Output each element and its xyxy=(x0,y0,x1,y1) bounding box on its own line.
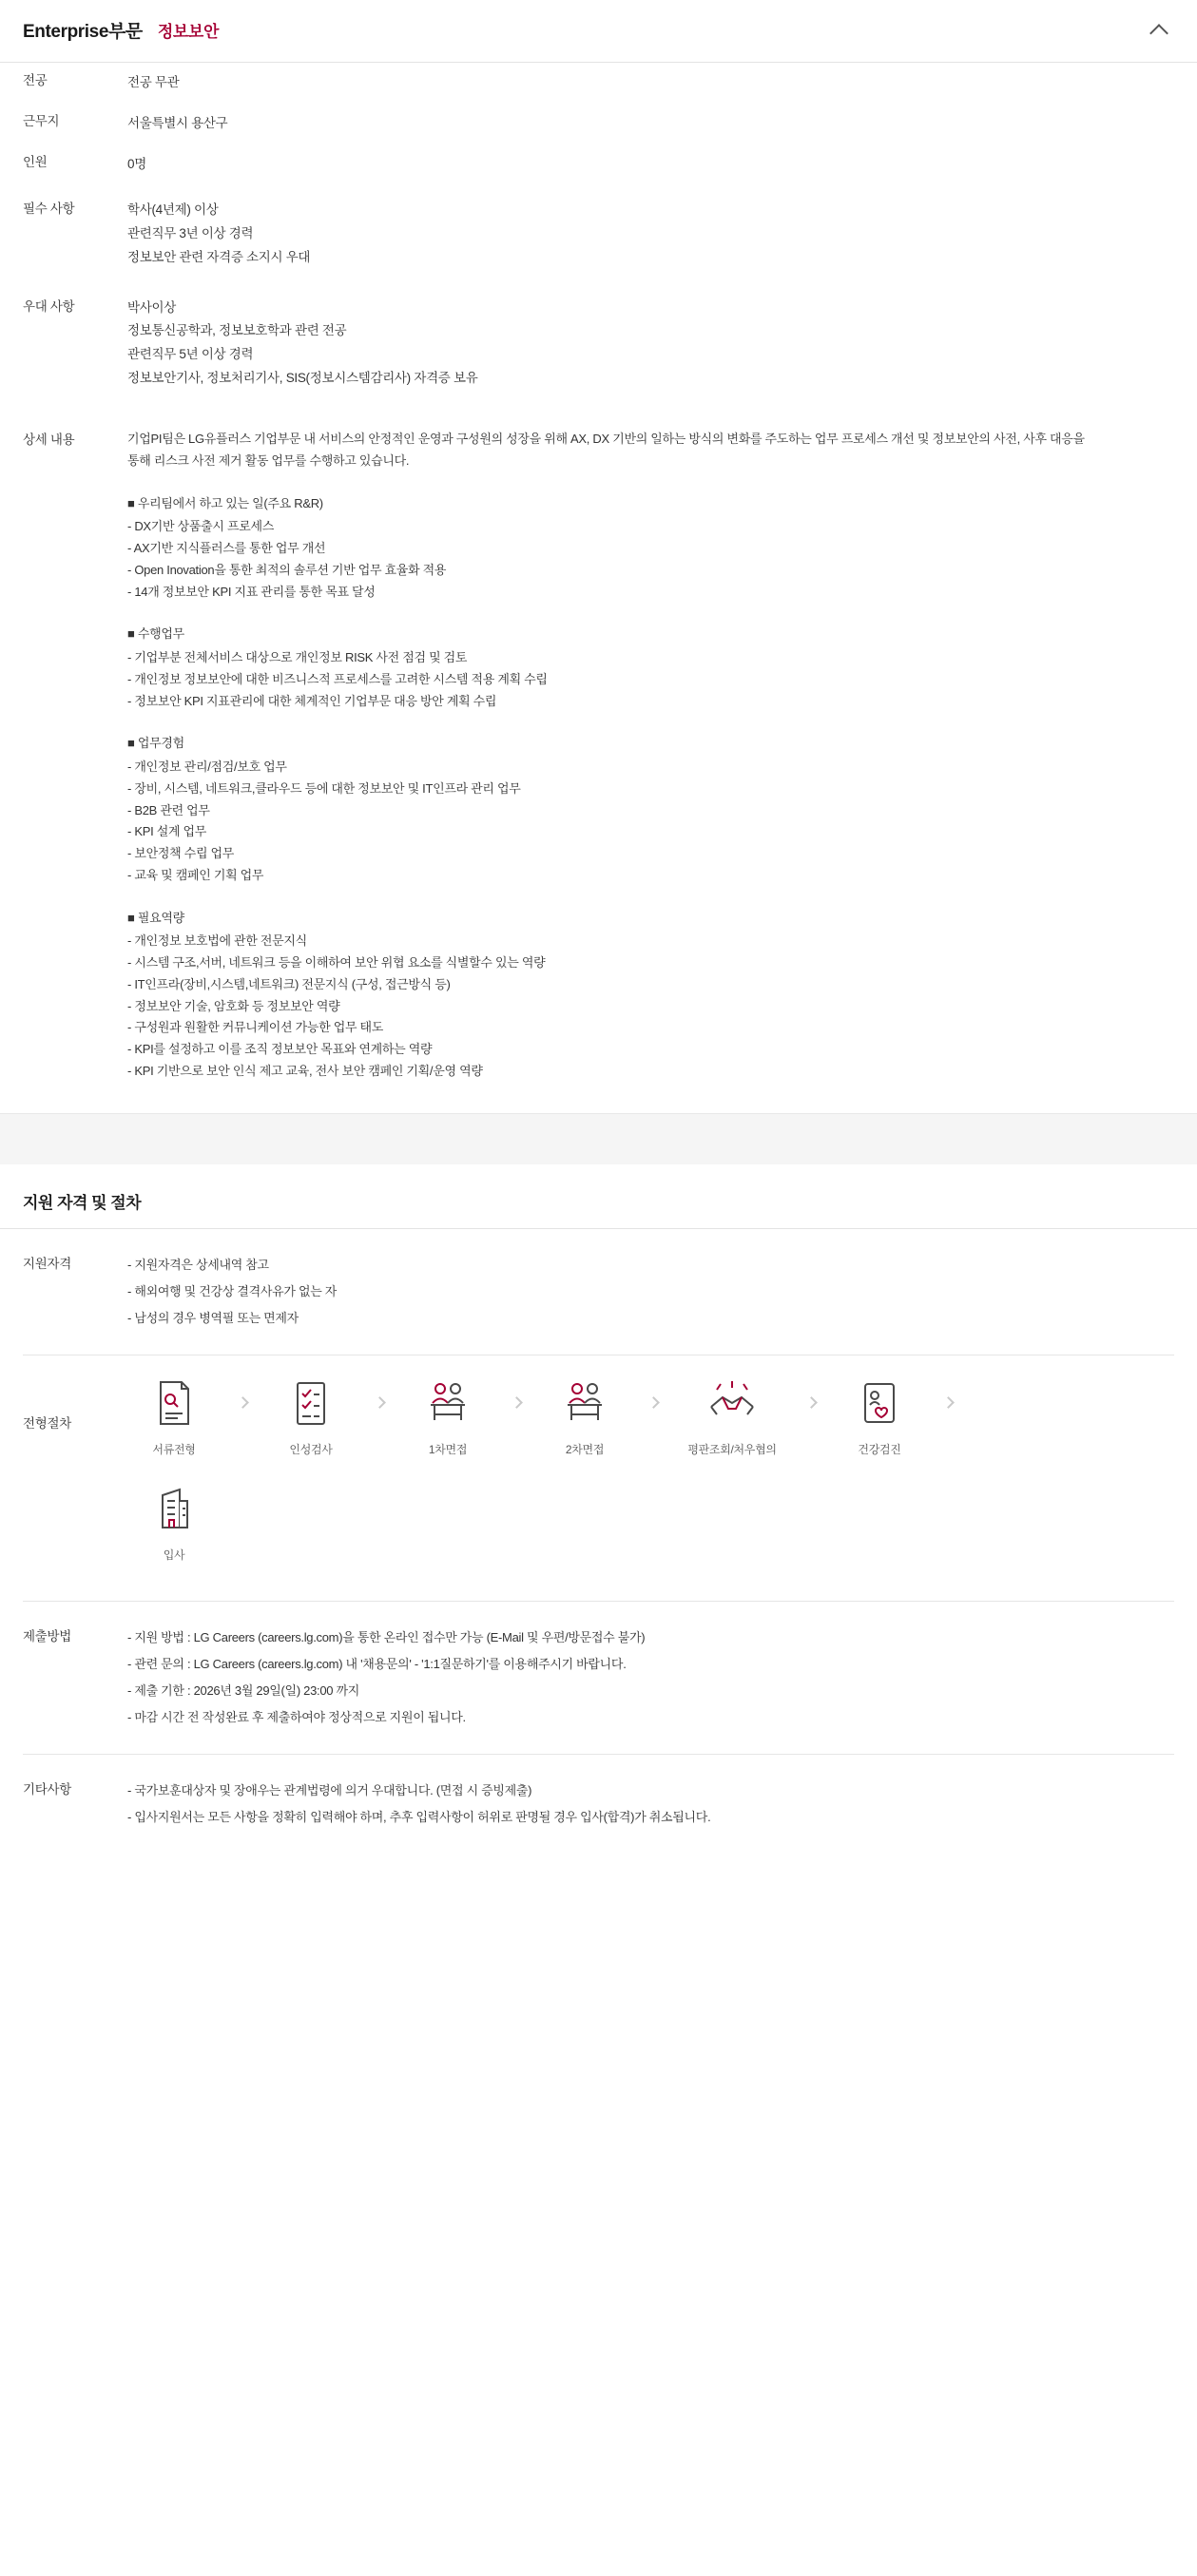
group-title: ■ 우리팀에서 하고 있는 일(주요 R&R) xyxy=(127,495,323,510)
row-label: 제출방법 xyxy=(23,1628,71,1644)
value-line: 박사이상 xyxy=(127,299,176,315)
summary-row-required xyxy=(23,185,1174,283)
row-label: 기타사항 xyxy=(23,1782,71,1797)
value-line: 0명 xyxy=(127,156,146,171)
detail-group xyxy=(127,733,1174,886)
chevron-up-icon[interactable] xyxy=(1146,18,1172,45)
document-person-icon xyxy=(153,1376,195,1430)
step-label: 1차면접 xyxy=(428,1442,468,1456)
group-item: - 구성원과 원활한 커뮤니케이션 가능한 업무 태도 xyxy=(127,1020,384,1035)
checklist-icon xyxy=(290,1376,332,1430)
row-value xyxy=(125,297,1174,392)
row-label: 우대 사항 xyxy=(23,298,75,314)
group-item: - 개인정보 정보보안에 대한 비즈니스적 프로세스를 고려한 시스템 적용 계획 수립 xyxy=(127,671,548,686)
group-item: - DX기반 상품출시 프로세스 xyxy=(127,519,275,534)
process-step xyxy=(401,1376,494,1457)
value-line: - 지원 방법 : LG Careers (careers.lg.com)을 통한 온라인 접수만 가능 (E-Mail 및 우편/방문접수 불가) xyxy=(127,1629,646,1644)
value-line: 정보보안 관련 자격증 소지시 우대 xyxy=(127,249,311,264)
group-item: - IT인프라(장비,시스템,네트워크) 전문지식 (구성, 접근방식 등) xyxy=(127,976,451,991)
value-line: 서울특별시 용산구 xyxy=(127,115,228,130)
summary-row-location xyxy=(23,104,1174,144)
step-label: 서류전형 xyxy=(152,1442,196,1456)
chevron-right-icon xyxy=(357,1376,401,1430)
group-item: - 장비, 시스템, 네트워크,클라우드 등에 대한 정보보안 및 IT인프라 관리 업무 xyxy=(127,780,521,796)
row-label: 전공 xyxy=(23,73,48,87)
process-steps xyxy=(125,1376,1174,1587)
group-item: - 정보보안 기술, 암호화 등 정보보안 역량 xyxy=(127,998,340,1013)
group-item: - Open Inovation을 통한 최적의 솔루션 기반 업무 효율화 적용 xyxy=(127,562,447,577)
department-name: Enterprise부문 xyxy=(23,22,143,42)
interview-two-icon xyxy=(560,1376,609,1430)
summary-row-headcount xyxy=(23,144,1174,185)
chevron-right-icon xyxy=(789,1376,833,1430)
summary-row-preferred xyxy=(23,283,1174,405)
chevron-right-icon xyxy=(631,1376,675,1430)
process-step xyxy=(675,1376,789,1457)
row-value xyxy=(125,1778,1174,1831)
value-line: 학사(4년제) 이상 xyxy=(127,202,219,217)
detail-group xyxy=(127,908,1174,1083)
group-item: - 시스템 구조,서버, 네트워크 등을 이해하여 보안 위협 요소를 식별할수 있는 역량 xyxy=(127,955,546,971)
step-label: 평판조회/처우협의 xyxy=(687,1442,777,1456)
step-label: 입사 xyxy=(163,1548,185,1562)
process-row xyxy=(23,1355,1174,1601)
row-value xyxy=(125,1252,1174,1332)
row-label: 인원 xyxy=(23,154,48,169)
group-item: - AX기반 지식플러스를 통한 업무 개선 xyxy=(127,541,326,556)
section-separator xyxy=(0,1113,1197,1164)
group-item: - KPI 설계 업무 xyxy=(127,824,207,839)
row-label: 지원자격 xyxy=(23,1256,71,1271)
group-title: ■ 업무경험 xyxy=(127,736,184,751)
row-label: 필수 사항 xyxy=(23,201,75,216)
chevron-right-icon xyxy=(926,1376,970,1430)
detail-section xyxy=(23,404,1174,1113)
value-line: - 남성의 경우 병역필 또는 면제자 xyxy=(127,1310,299,1325)
process-step xyxy=(127,1482,221,1563)
job-title: 정보보안 xyxy=(157,23,219,41)
row-value xyxy=(125,71,1174,95)
group-item: - 개인정보 관리/점검/보호 업무 xyxy=(127,759,287,775)
apply-section-title: 지원 자격 및 절차 xyxy=(0,1164,1197,1229)
value-line: - 해외여행 및 건강상 결격사유가 없는 자 xyxy=(127,1283,338,1298)
group-item: - 교육 및 캠페인 기획 업무 xyxy=(127,867,264,882)
interview-one-icon xyxy=(423,1376,473,1430)
group-item: - KPI 기반으로 보안 인식 제고 교육, 전사 보안 캠페인 기획/운영 역량 xyxy=(127,1063,483,1078)
detail-intro: 기업PI팀은 LG유플러스 기업부문 내 서비스의 안정적인 운영과 구성원의 성장을 위해 AX, DX 기반의 일하는 방식의 변화를 주도하는 업무 프로세스 개선 및 정보보안의 사전, 사후 대응을 통해 리스크 사전 제거 활동 업무를 수행하고 있습니다. xyxy=(127,432,1085,468)
row-value xyxy=(125,1624,1174,1731)
value-line: - 입사지원서는 모든 사항을 정확히 입력해야 하며, 추후 입력사항이 허위로 판명될 경우 입사(합격)가 취소됩니다. xyxy=(127,1810,711,1825)
value-line: - 관련 문의 : LG Careers (careers.lg.com) 내 '채용문의' - '1:1질문하기'를 이용해주시기 바랍니다. xyxy=(127,1656,627,1671)
etc-row xyxy=(23,1755,1174,1854)
process-step xyxy=(127,1376,221,1457)
value-line: 정보통신공학과, 정보보호학과 관련 전공 xyxy=(127,323,347,338)
row-value xyxy=(125,112,1174,136)
detail-label: 상세 내용 xyxy=(23,433,75,448)
value-line: - 마감 시간 전 작성완료 후 제출하여야 정상적으로 지원이 됩니다. xyxy=(127,1710,466,1724)
value-line: - 지원자격은 상세내역 참고 xyxy=(127,1257,269,1272)
building-icon xyxy=(153,1482,195,1535)
row-label: 근무지 xyxy=(23,113,60,128)
group-item: - 개인정보 보호법에 관한 전문지식 xyxy=(127,933,307,949)
detail-group xyxy=(127,493,1174,604)
health-check-icon xyxy=(859,1376,900,1430)
handshake-icon xyxy=(704,1376,761,1430)
qualification-row xyxy=(23,1229,1174,1355)
group-item: - 보안정책 수립 업무 xyxy=(127,846,235,861)
group-item: - B2B 관련 업무 xyxy=(127,802,210,817)
submission-row xyxy=(23,1602,1174,1754)
value-line: - 국가보훈대상자 및 장애우는 관계법령에 의거 우대합니다. (면접 시 증빙제출) xyxy=(127,1783,532,1798)
group-title: ■ 필요역량 xyxy=(127,910,184,925)
detail-body xyxy=(125,429,1174,1104)
chevron-right-icon xyxy=(494,1376,538,1430)
process-step xyxy=(264,1376,357,1457)
group-title: ■ 수행업무 xyxy=(127,626,184,642)
group-item: - 기업부분 전체서비스 대상으로 개인정보 RISK 사전 점검 및 검토 xyxy=(127,650,468,665)
job-summary xyxy=(0,63,1197,1113)
step-label: 인성검사 xyxy=(289,1442,333,1456)
value-line: 정보보안기사, 정보처리기사, SIS(정보시스템감리사) 자격증 보유 xyxy=(127,371,478,386)
step-label: 건강검진 xyxy=(858,1442,901,1456)
group-item: - KPI를 설정하고 이를 조직 정보보안 목표와 연계하는 역량 xyxy=(127,1042,433,1057)
step-label: 2차면접 xyxy=(565,1442,605,1456)
chevron-right-icon xyxy=(221,1376,264,1430)
apply-section-body xyxy=(0,1229,1197,1892)
value-line: 관련직무 3년 이상 경력 xyxy=(127,225,254,240)
row-value xyxy=(125,199,1174,270)
process-step xyxy=(833,1376,926,1457)
detail-group xyxy=(127,624,1174,712)
row-label: 전형절차 xyxy=(23,1415,71,1431)
summary-row-major xyxy=(23,63,1174,104)
group-item: - 정보보안 KPI 지표관리에 대한 체계적인 기업부문 대응 방안 계획 수립 xyxy=(127,693,497,708)
value-line: - 제출 기한 : 2026년 3월 29일(일) 23:00 까지 xyxy=(127,1682,360,1698)
value-line: 전공 무관 xyxy=(127,75,180,89)
row-value xyxy=(125,153,1174,177)
value-line: 관련직무 5년 이상 경력 xyxy=(127,347,254,362)
job-header xyxy=(0,0,1197,63)
group-item: - 14개 정보보안 KPI 지표 관리를 통한 목표 달성 xyxy=(127,584,376,599)
process-step xyxy=(538,1376,631,1457)
